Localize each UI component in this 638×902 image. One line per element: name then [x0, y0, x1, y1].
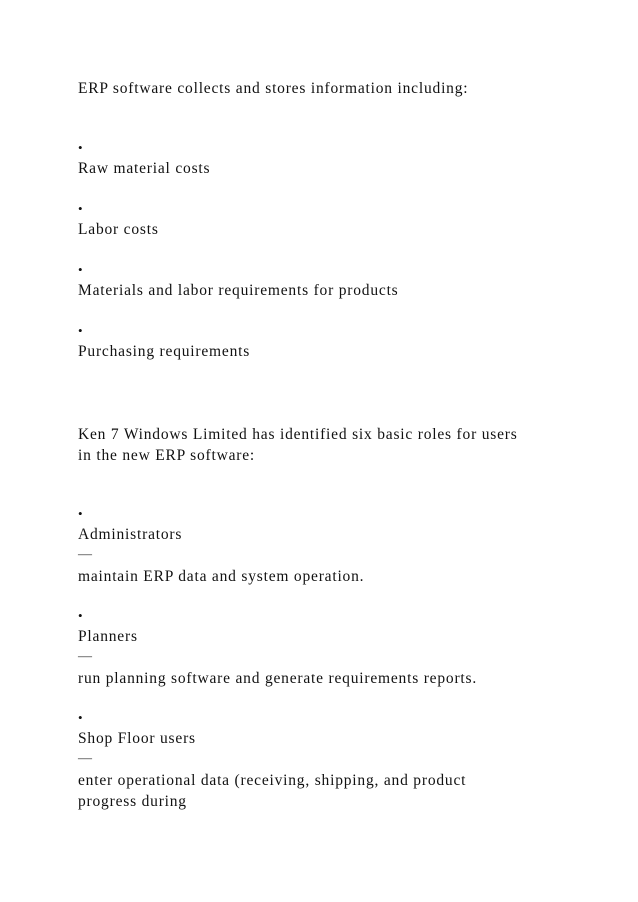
roles-intro-line: in the new ERP software: — [78, 447, 256, 464]
bullet-icon: • — [78, 608, 84, 623]
list-item: Raw material costs — [78, 160, 211, 177]
role-description: enter operational data (receiving, shipping, and product — [78, 772, 467, 789]
list-item: Labor costs — [78, 221, 159, 238]
bullet-icon: • — [78, 323, 84, 338]
role-description: run planning software and generate requirements reports. — [78, 670, 478, 687]
roles-intro-line: Ken 7 Windows Limited has identified six basic roles for users — [78, 426, 518, 443]
role-name: Administrators — [78, 526, 183, 543]
em-dash-separator: — — [78, 547, 93, 562]
bullet-icon: • — [78, 140, 84, 155]
em-dash-separator: — — [78, 649, 93, 664]
bullet-icon: • — [78, 506, 84, 521]
role-description: maintain ERP data and system operation. — [78, 568, 365, 585]
em-dash-separator: — — [78, 751, 93, 766]
bullet-icon: • — [78, 201, 84, 216]
intro-heading: ERP software collects and stores information including: — [78, 80, 469, 97]
bullet-icon: • — [78, 262, 84, 277]
list-item: Materials and labor requirements for products — [78, 282, 399, 299]
role-name: Planners — [78, 628, 138, 645]
bullet-icon: • — [78, 710, 84, 725]
role-description: progress during — [78, 793, 187, 810]
role-name: Shop Floor users — [78, 730, 196, 747]
list-item: Purchasing requirements — [78, 343, 251, 360]
